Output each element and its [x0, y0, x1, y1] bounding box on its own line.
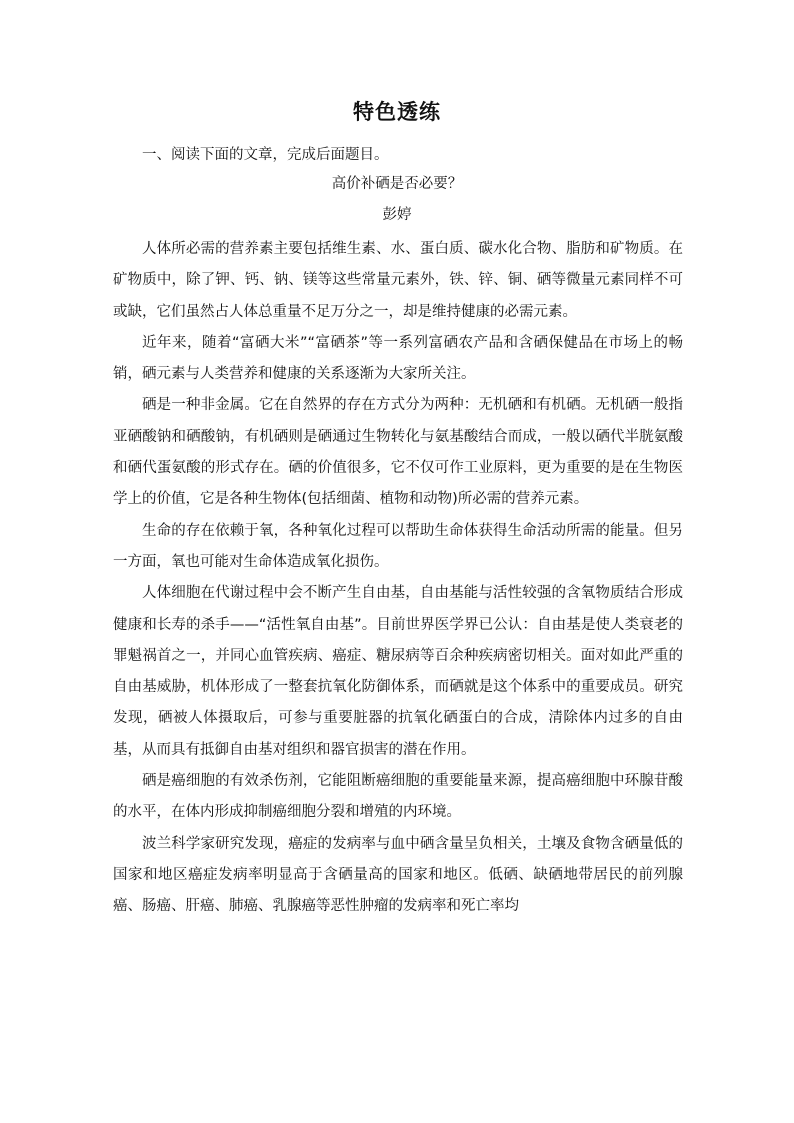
section-heading: 一、阅读下面的文章，完成后面题目。 — [142, 147, 389, 163]
paragraph: 人体细胞在代谢过程中会不断产生自由基，自由基能与活性较强的含氧物质结合形成健康和长寿的杀手——“活性氧自由基”。目前世界医学界已公认：自由基是使人类衰老的罪魁祸首之一，并同心血管疾病、癌症、糖尿病等百余种疾病密切相关。面对如此严重的自由基威胁，机体形成了一整套抗氧化防御体系，而硒就是这个体系中的重要成员。研究发现，硒被人体摄取后，可参与重要脏器的抗氧化硒蛋白的合成，清除体内过多的自由基，从而具有抵御自由基对组织和器官损害的潜在作用。 — [113, 585, 683, 758]
article-title: 高价补硒是否必要？ — [331, 176, 463, 192]
paragraph: 硒是癌细胞的有效杀伤剂，它能阻断癌细胞的重要能量来源，提高癌细胞中环腺苷酸的水平，在体内形成抑制癌细胞分裂和增殖的内环境。 — [113, 773, 683, 821]
article-author: 彭婷 — [382, 207, 412, 223]
paragraph: 波兰科学家研究发现，癌症的发病率与血中硒含量呈负相关，土壤及食物含硒量低的国家和地区癌症发病率明显高于含硒量高的国家和地区。低硒、缺硒地带居民的前列腺癌、肠癌、肝癌、肺癌、乳腺癌等恶性肿瘤的发病率和死亡率均 — [113, 835, 683, 915]
document-title: 特色透练 — [353, 100, 441, 124]
paragraph: 人体所必需的营养素主要包括维生素、水、蛋白质、碳水化合物、脂肪和矿物质。在矿物质中，除了钾、钙、钠、镁等这些常量元素外，铁、锌、铜、硒等微量元素同样不可或缺，它们虽然占人体总重量不足万分之一，却是维持健康的必需元素。 — [113, 241, 683, 320]
paragraph: 生命的存在依赖于氧，各种氧化过程可以帮助生命体获得生命活动所需的能量。但另一方面，氧也可能对生命体造成氧化损伤。 — [113, 522, 683, 570]
article-body — [113, 234, 683, 923]
paragraph: 硒是一种非金属。它在自然界的存在方式分为两种：无机硒和有机硒。无机硒一般指亚硒酸钠和硒酸钠，有机硒则是硒通过生物转化与氨基酸结合而成，一般以硒代半胱氨酸和硒代蛋氨酸的形式存在。硒的价值很多，它不仅可作工业原料，更为重要的是在生物医学上的价值，它是各种生物体(包括细菌、植物和动物)所必需的营养元素。 — [113, 397, 683, 508]
paragraph: 近年来，随着“富硒大米”“富硒茶”等一系列富硒农产品和含硒保健品在市场上的畅销，硒元素与人类营养和健康的关系逐渐为大家所关注。 — [113, 334, 683, 383]
